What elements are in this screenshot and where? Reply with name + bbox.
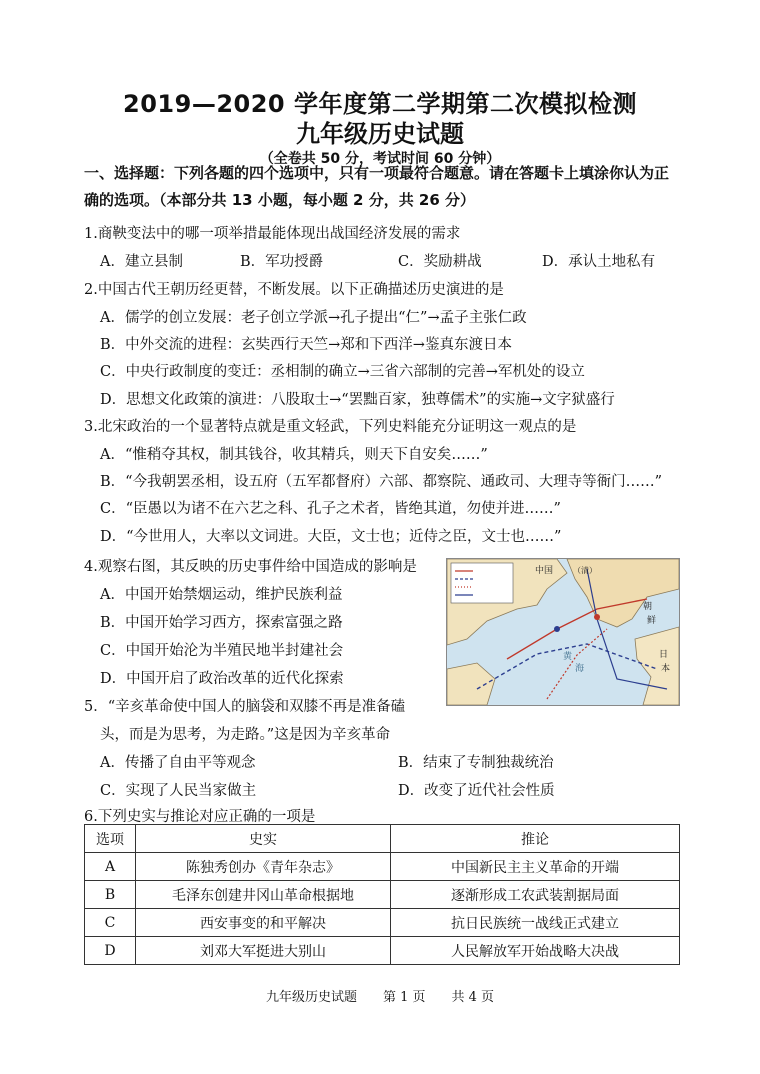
map-label-qing: （清） <box>573 566 597 575</box>
q4-option-a[interactable]: A．中国开始禁烟运动，维护民族利益 <box>100 587 343 603</box>
q2-option-a[interactable]: A．儒学的创立发展：老子创立学派→孔子提出“仁”→孟子主张仁政 <box>100 310 527 326</box>
map-label-china: 中国 <box>535 566 554 576</box>
q1-option-b[interactable]: B．军功授爵 <box>240 254 324 270</box>
question-4-stem: 4.观察右图，其反映的历史事件给中国造成的影响是 <box>84 559 417 575</box>
war-route-map <box>446 558 680 706</box>
q5-option-a[interactable]: A．传播了自由平等观念 <box>100 755 256 771</box>
exam-subtitle: 九年级历史试题 <box>296 120 464 148</box>
row-b-option: B <box>85 881 136 909</box>
row-d-option: D <box>85 937 136 965</box>
q1-option-a[interactable]: A．建立县制 <box>100 254 183 270</box>
q4-option-d[interactable]: D．中国开启了政治改革的近代化探索 <box>100 671 344 687</box>
row-a-fact: 陈独秀创办《青年杂志》 <box>136 853 391 881</box>
q2-option-d[interactable]: D．思想文化政策的演进：八股取士→“罢黜百家，独尊儒术”的实施→文字狱盛行 <box>100 392 615 408</box>
table-row[interactable] <box>85 881 680 909</box>
map-label-ri: 日 <box>659 650 669 660</box>
row-d-inference: 人民解放军开始战略大决战 <box>391 937 680 965</box>
exam-note: （全卷共 50 分，考试时间 60 分钟） <box>259 151 501 167</box>
section-line-2: 确的选项。（本部分共 13 小题，每小题 2 分，共 26 分） <box>84 191 476 209</box>
q5-option-b[interactable]: B．结束了专制独裁统治 <box>398 755 554 771</box>
header-fact: 史实 <box>136 825 391 853</box>
q2-option-b[interactable]: B．中外交流的进程：玄奘西行天竺→郑和下西洋→鉴真东渡日本 <box>100 337 512 353</box>
q1-option-d[interactable]: D．承认土地私有 <box>542 254 656 270</box>
q4-option-b[interactable]: B．中国开始学习西方，探索富强之路 <box>100 615 343 631</box>
row-b-fact: 毛泽东创建井冈山革命根据地 <box>136 881 391 909</box>
question-1-stem: 1.商鞅变法中的哪一项举措最能体现出战国经济发展的需求 <box>84 226 461 242</box>
q2-option-c[interactable]: C．中央行政制度的变迁：丞相制的确立→三省六部制的完善→军机处的设立 <box>100 364 585 380</box>
map-label-hai: 海 <box>575 664 585 674</box>
row-a-option: A <box>85 853 136 881</box>
q1-option-c[interactable]: C．奖励耕战 <box>398 254 482 270</box>
q5-option-c[interactable]: C．实现了人民当家做主 <box>100 783 257 799</box>
row-b-inference: 逐渐形成工农武装割据局面 <box>391 881 680 909</box>
header-option: 选项 <box>85 825 136 853</box>
row-c-option: C <box>85 909 136 937</box>
section-line-1: 一、选择题：下列各题的四个选项中，只有一项最符合题意。请在答题卡上填涂你认为正 <box>84 164 670 182</box>
table-row[interactable] <box>85 937 680 965</box>
question-6-stem: 6.下列史实与推论对应正确的一项是 <box>84 809 316 825</box>
map-graphic <box>447 559 679 705</box>
q5-option-d[interactable]: D．改变了近代社会性质 <box>398 783 555 799</box>
map-label-huang: 黄 <box>563 652 573 662</box>
question-5-stem-line-1: 5．“辛亥革命使中国人的脑袋和双膝不再是准备磕 <box>84 699 406 715</box>
q3-option-b[interactable]: B．“今我朝罢丞相，设五府（五军都督府）六部、都察院、通政司、大理寺等衙门……” <box>100 474 662 490</box>
q3-option-d[interactable]: D．“今世用人，大率以文词进。大臣，文士也；近侍之臣，文士也……” <box>100 529 562 545</box>
map-label-ben: 本 <box>661 664 671 674</box>
row-c-inference: 抗日民族统一战线正式建立 <box>391 909 680 937</box>
header-inference: 推论 <box>391 825 680 853</box>
question-2-stem: 2.中国古代王朝历经更替，不断发展。以下正确描述历史演进的是 <box>84 282 504 298</box>
q4-option-c[interactable]: C．中国开始沦为半殖民地半封建社会 <box>100 643 344 659</box>
map-label-xian: 鲜 <box>647 616 657 626</box>
row-a-inference: 中国新民主主义革命的开端 <box>391 853 680 881</box>
q3-option-c[interactable]: C．“臣愚以为诸不在六艺之科、孔子之术者，皆绝其道，勿使并进……” <box>100 501 561 517</box>
row-c-fact: 西安事变的和平解决 <box>136 909 391 937</box>
section-instructions <box>84 160 684 214</box>
page-footer: 九年级历史试题 第 1 页 共 4 页 <box>265 990 495 1005</box>
table-row[interactable] <box>85 909 680 937</box>
q3-option-a[interactable]: A．“惟稍夺其权，制其钱谷，收其精兵，则天下自安矣……” <box>100 447 488 463</box>
q6-table <box>84 824 680 965</box>
question-3-stem: 3.北宋政治的一个显著特点就是重文轻武，下列史料能充分证明这一观点的是 <box>84 419 577 435</box>
table-header-row <box>85 825 680 853</box>
question-5-stem-line-2: 头，而是为思考，为走路。”这是因为辛亥革命 <box>100 727 391 743</box>
table-row[interactable] <box>85 853 680 881</box>
exam-title: 2019—2020 学年度第二学期第二次模拟检测 <box>123 90 637 118</box>
map-label-chao: 朝 <box>643 602 653 612</box>
row-d-fact: 刘邓大军挺进大别山 <box>136 937 391 965</box>
